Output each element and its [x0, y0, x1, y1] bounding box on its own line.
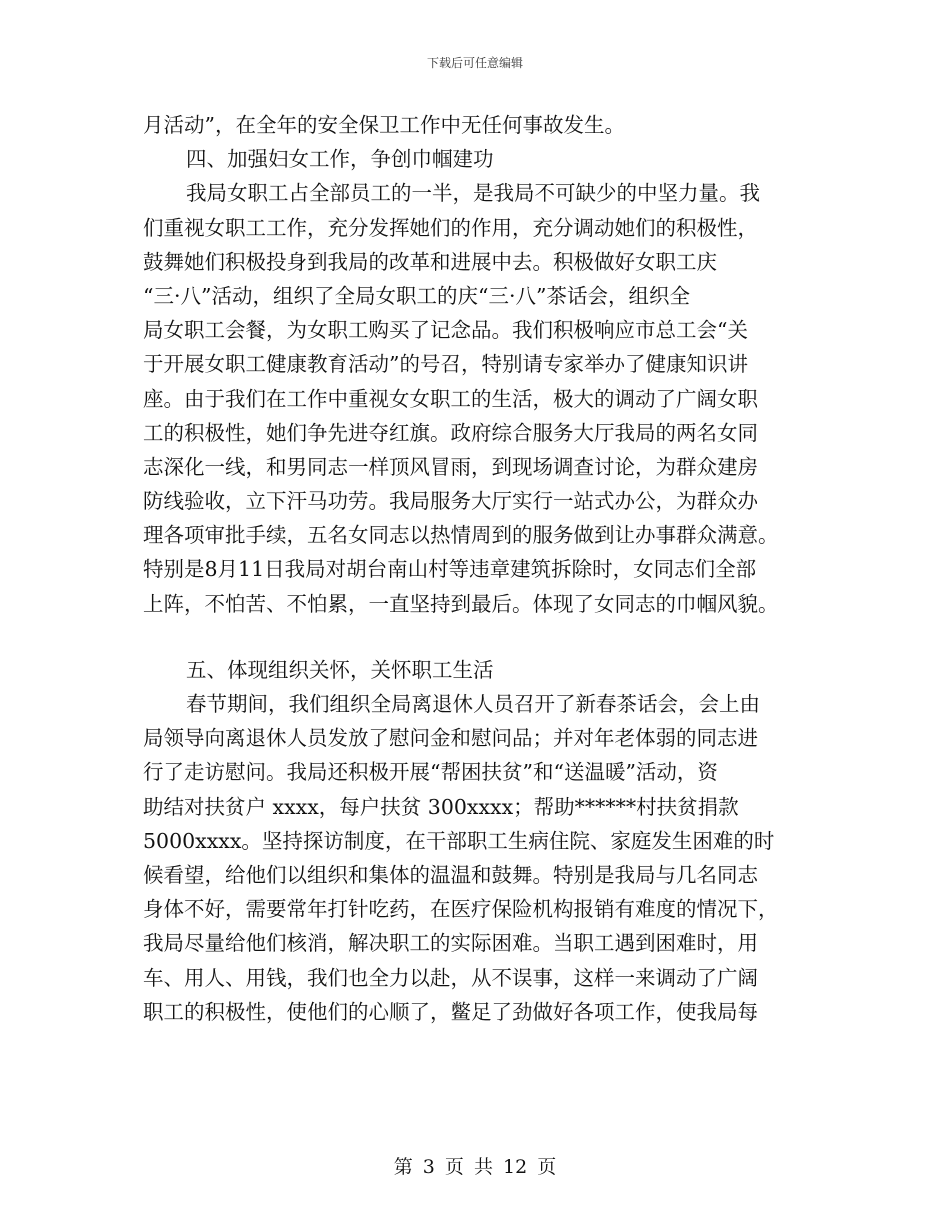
paragraph-line: 车、用人、用钱，我们也全力以赴，从不误事，这样一来调动了广阔	[143, 965, 758, 990]
section-heading-5: 五、体现组织关怀，关怀职工生活	[186, 657, 494, 682]
document-body	[143, 108, 823, 1029]
paragraph-line: 理各项审批手续，五名女同志以热情周到的服务做到让办事群众满意。	[143, 523, 779, 548]
paragraph-line: 5000xxxx。坚持探访制度，在干部职工生病住院、家庭发生困难的时	[143, 828, 775, 853]
paragraph-line: 行了走访慰问。我局还积极开展“帮困扶贫”和“送温暖”活动，资	[143, 760, 718, 785]
paragraph-line: 特别是8月11日我局对胡台南山村等违章建筑拆除时，女同志们全部	[143, 557, 757, 582]
paragraph-line: 局领导向离退休人员发放了慰问金和慰问品；并对年老体弱的同志进	[143, 726, 758, 751]
paragraph-line: 春节期间，我们组织全局离退休人员召开了新春茶话会，会上由	[186, 692, 760, 716]
page-number-footer: 第 3 页 共 12 页	[393, 1156, 557, 1178]
section-heading-4: 四、加强妇女工作，争创巾帼建功	[186, 147, 494, 172]
paragraph-line: 座。由于我们在工作中重视女女职工的生活，极大的调动了广阔女职	[143, 386, 758, 411]
paragraph-line: 我局尽量给他们核消，解决职工的实际困难。当职工遇到困难时，用	[143, 931, 758, 956]
paragraph-line: 鼓舞她们积极投身到我局的改革和进展中去。积极做好女职工庆	[143, 249, 717, 274]
paragraph-gap	[143, 621, 823, 653]
paragraph-line: 工的积极性，她们争先进夺红旗。政府综合服务大厅我局的两名女同	[143, 420, 758, 445]
paragraph-line: 于开展女职工健康教育活动”的号召，特别请专家举办了健康知识讲	[143, 352, 748, 377]
paragraph-line: 志深化一线，和男同志一样顶风冒雨，到现场调查讨论，为群众建房	[143, 454, 758, 479]
paragraph-line: 助结对扶贫户 xxxx，每户扶贫 300xxxx；帮助******村扶贫捐款	[143, 794, 739, 819]
paragraph-line: 局女职工会餐，为女职工购买了记念品。我们积极响应市总工会“关	[143, 318, 748, 343]
paragraph-line: 候看望，给他们以组织和集体的温温和鼓舞。特别是我局与几名同志	[143, 862, 758, 887]
paragraph-line: 我局女职工占全部员工的一半，是我局不可缺少的中坚力量。我	[186, 181, 760, 206]
paragraph-line: 防线验收，立下汗马功劳。我局服务大厅实行一站式办公，为群众办	[143, 489, 758, 514]
paragraph-line: “三·八”活动，组织了全局女职工的庆“三·八”茶话会，组织全	[143, 283, 690, 308]
paragraph-line: 上阵，不怕苦、不怕累，一直坚持到最后。体现了女同志的巾帼风貌。	[143, 591, 779, 616]
paragraph-line: 身体不好，需要常年打针吃药，在医疗保险机构报销有难度的情况下，	[143, 897, 779, 922]
paragraph-line: 职工的积极性，使他们的心顺了，鳖足了劲做好各项工作，使我局每	[143, 999, 758, 1024]
paragraph-line: 月活动”，在全年的安全保卫工作中无任何事故发生。	[143, 113, 625, 137]
paragraph-line: 们重视女职工工作，充分发挥她们的作用，充分调动她们的积极性，	[143, 215, 758, 240]
page-header-note: 下载后可任意编辑	[426, 56, 523, 70]
